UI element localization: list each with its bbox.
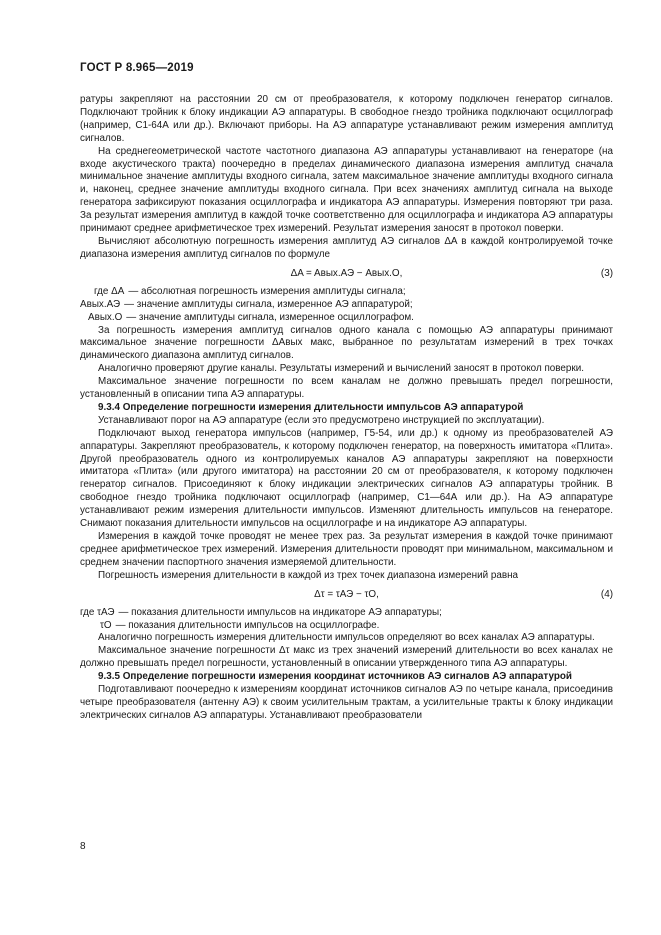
section-heading-9-3-5: 9.3.5 Определение погрешности измерения координат источников АЭ сигналов АЭ аппаратурой (98, 671, 572, 683)
paragraph: Измерения в каждой точке проводят не менее трех раз. За результат измерения в каждой точке принимают среднее арифметическое трех измерений. Измерения длительности проводят при минимальном, максимальном и среднем значении паспортного значения измеряемой длительности. (80, 531, 613, 568)
document-header: ГОСТ Р 8.965—2019 (80, 62, 194, 74)
paragraph: Подключают выход генератора импульсов (например, Г5-54, или др.) к одному из преобразователей АЭ аппаратуры. Закрепляют преобразователь, к которому подключен генератор, на поверхность имитатора «Плита». Другой преобразователь одного из контролируемых каналов АЭ аппаратуры закрепляют на поверхности имитатора «Плита» (или другого имитатора) на расстоянии 20 см от преобразователя, к которому подключен генератор сигналов. Присоединяют к блоку индикации электрических сигналов АЭ аппаратуры тройник. В свободное гнездо тройника подключают осциллограф (например, С1—64А или др.). На АЭ аппаратуре устанавливают режим измерения длительности импульсов. Изменяют длительность импульсов на генераторе. Снимают показания длительности импульсов на осциллографе и на индикаторе АЭ аппаратуры. (80, 427, 613, 530)
definition-text: — значение амплитуды сигнала, измеренное осциллографом. (126, 311, 414, 323)
paragraph: За погрешность измерения амплитуд сигналов одного канала с помощью АЭ аппаратуры принимают максимальное значение погрешности ΔAвых макс, выбранное по результатам измерений в трех точках динамического диапазона амплитуд сигналов. (80, 324, 613, 362)
definition-term: где τАЭ (80, 606, 115, 618)
definition-row (80, 620, 613, 633)
formula-4 (80, 583, 613, 607)
definition-text: — абсолютная погрешность измерения амплитуды сигнала; (128, 285, 406, 297)
paragraph: ратуры закрепляют на расстоянии 20 см от преобразователя, к которому подключен генератор сигналов. Подключают тройник к блоку индикации АЭ аппаратуры. В свободное гнездо тройника подключают осциллограф (например, С1-64А или др.). Включают приборы. На АЭ аппаратуре устанавливают режим измерения амплитуд сигналов. (80, 94, 613, 144)
paragraph: Максимальное значение погрешности Δτ макс из трех значений измерений длительности во всех каналах не должно превышать предел погрешности, установленный в описании утвержденного типа АЭ аппаратуры. (80, 645, 613, 670)
definition-row (80, 299, 613, 312)
formula-number: (3) (600, 267, 613, 279)
definition-text: — значение амплитуды сигнала, измеренное АЭ аппаратурой; (124, 298, 413, 310)
definition-row (80, 607, 613, 620)
formula-3-definitions (80, 286, 613, 325)
body-text (80, 94, 613, 723)
paragraph: Аналогично погрешность измерения длительности импульсов определяют во всех каналах АЭ аппаратуры. (98, 632, 595, 644)
definition-term: Aвых.АЭ (80, 298, 121, 310)
formula-3 (80, 262, 613, 286)
section-heading-9-3-4: 9.3.4 Определение погрешности измерения длительности импульсов АЭ аппаратурой (98, 401, 524, 413)
paragraph: Вычисляют абсолютную погрешность измерения амплитуд АЭ сигналов ΔA в каждой контролируемой точке диапазона измерения амплитуд сигналов по формуле (80, 235, 613, 260)
formula-number: (4) (600, 588, 613, 600)
paragraph: Устанавливают порог на АЭ аппаратуре (если это предусмотрено инструкцией по эксплуатации). (98, 414, 545, 426)
definition-term: где ΔA (94, 285, 125, 297)
paragraph: Аналогично проверяют другие каналы. Результаты измерений и вычислений заносят в протокол поверки. (98, 363, 584, 375)
formula-4-definitions (80, 607, 613, 633)
definition-text: — показания длительности импульсов на осциллографе. (115, 619, 380, 631)
paragraph: Подготавливают поочередно к измерениям координат источников сигналов АЭ по четыре канала, присоединив четыре преобразователя (антенну АЭ) к своим усилительным трактам, а усилительные тракты к блоку индикации электрических сигналов АЭ аппаратуры. Устанавливают преобразователи (80, 684, 613, 721)
definition-text: — показания длительности импульсов на индикаторе АЭ аппаратуры; (118, 606, 442, 618)
definition-term: τО (100, 619, 112, 631)
paragraph: Максимальное значение погрешности по всем каналам не должно превышать предел погрешности, установленный в описании типа АЭ аппаратуры. (80, 376, 613, 401)
formula-expression: Δτ = τАЭ − τО, (314, 588, 379, 600)
formula-expression: ΔA = Aвых.АЭ − Aвых.О, (290, 267, 403, 279)
paragraph: На среднегеометрической частоте частотного диапазона АЭ аппаратуры устанавливают на генераторе (на входе акустического тракта) поочередно в пределах динамического диапазона измерения амплитуд сначала минимальное значение амплитуды входного сигнала, затем максимальное значение амплитуды входного сигнала и, наконец, среднее значение амплитуды входного сигнала. При всех значениях амплитуд сигнала на выходе генератора зафиксируют показания осциллографа и индикатора АЭ аппаратуры. Измерения повторяют три раза. За результат измерения амплитуд в каждой точке соответственно для осциллографа и индикатора АЭ аппаратуры принимают среднее арифметическое трех измерений. Результат измерения заносят в протокол поверки. (80, 145, 613, 235)
definition-term: Aвых.О (88, 311, 123, 323)
definition-row (80, 286, 613, 299)
page-number: 8 (80, 841, 86, 852)
paragraph: Погрешность измерения длительности в каждой из трех точек диапазона измерений равна (98, 569, 519, 581)
definition-row (80, 312, 613, 325)
